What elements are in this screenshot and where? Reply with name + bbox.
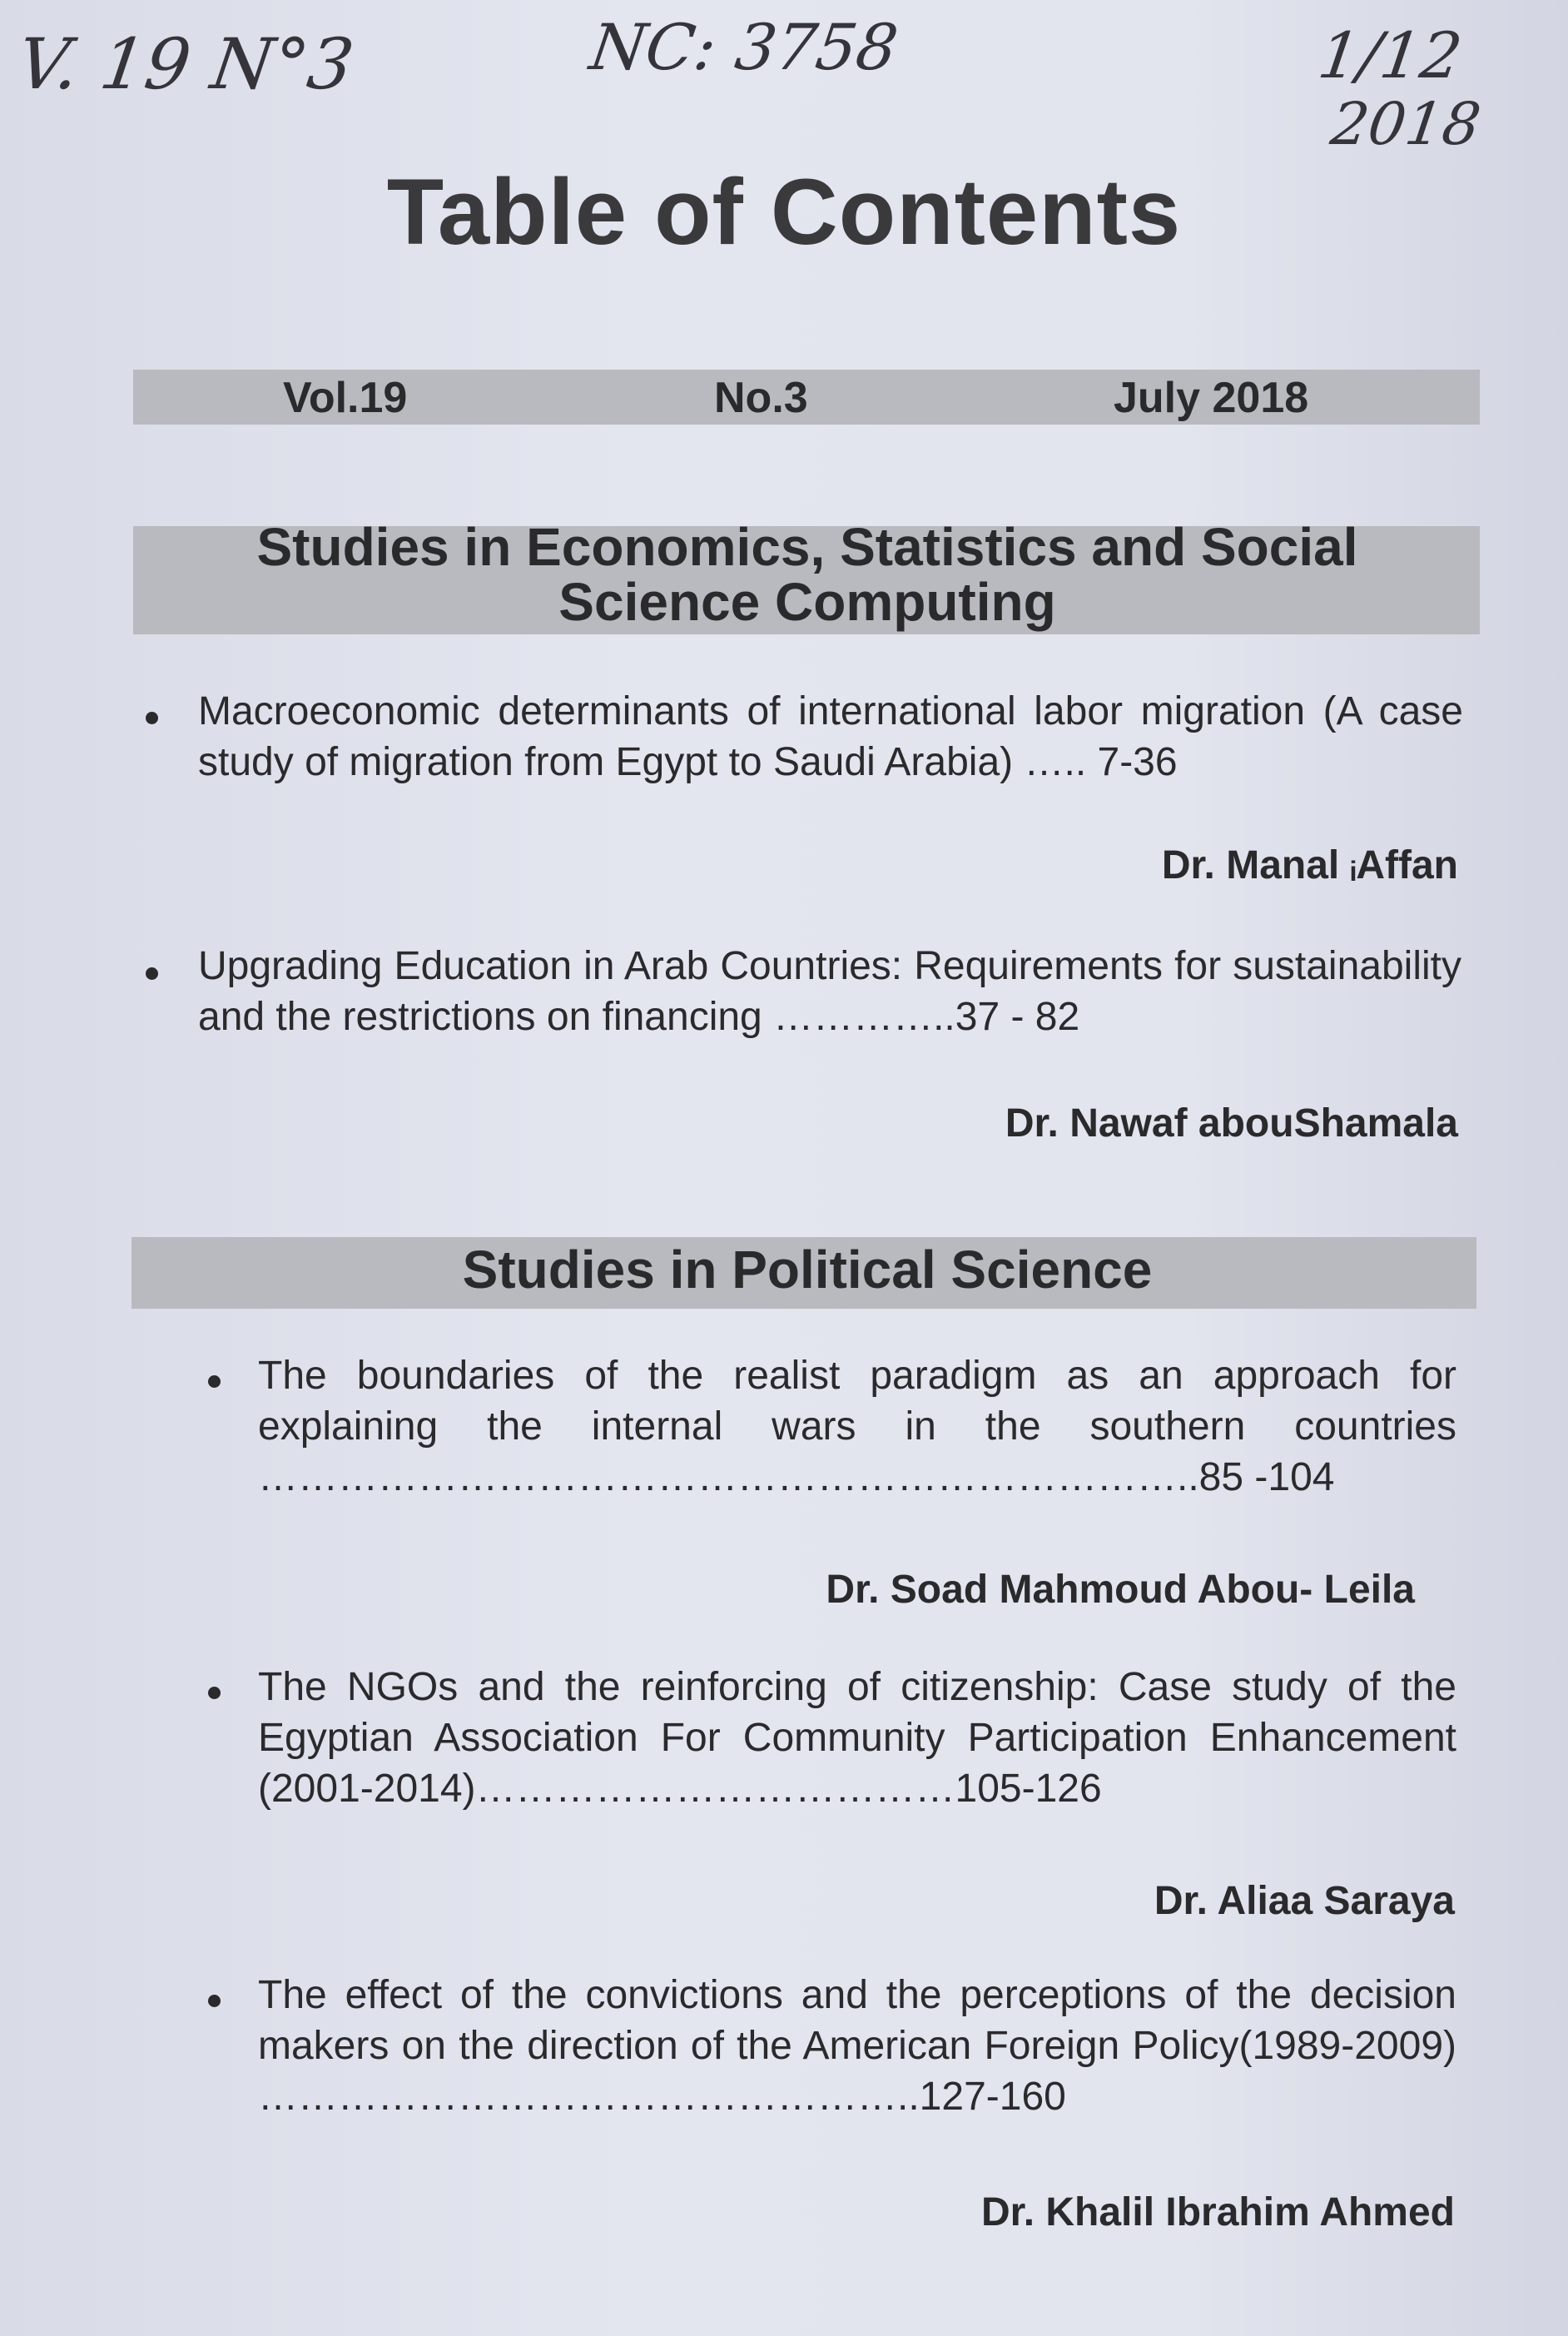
bullet-icon [146, 712, 158, 724]
toc-entry-author: Dr. Khalil Ibrahim Ahmed [981, 2190, 1455, 2234]
toc-entry[interactable] [198, 686, 1463, 788]
toc-entry-text: Upgrading Education in Arab Countries: Requirements for sustainability and the restrictions on financing …………..37 - 82 [198, 944, 1461, 1039]
handwritten-year-note: 2018 [1327, 90, 1485, 158]
toc-entry[interactable] [258, 1970, 1456, 2122]
toc-entry-text: The boundaries of the realist paradigm as an approach for explaining the internal wars in the southern countries ……………………………………………………………..85 -104 [258, 1354, 1456, 1499]
section-title-political-science: Studies in Political Science [462, 1240, 1153, 1300]
page-title: Table of Contents [386, 160, 1182, 264]
bullet-icon [208, 1687, 221, 1699]
toc-entry-text: The effect of the convictions and the perceptions of the decision makers on the direction of the American Foreign Policy(1989-2009) …………………………………………..127-160 [258, 1973, 1456, 2119]
toc-entry-author: Dr. Nawaf abouShamala [1005, 1101, 1458, 1146]
issue-number: No.3 [714, 374, 808, 422]
toc-entry[interactable] [258, 1350, 1456, 1503]
issue-date: July 2018 [1114, 374, 1309, 422]
handwritten-catalog-number: NC: 3758 [585, 10, 903, 84]
toc-entry[interactable] [198, 941, 1461, 1042]
bullet-icon [146, 967, 158, 980]
toc-entry-text: The NGOs and the reinforcing of citizenship: Case study of the Egyptian Association For Community Participation Enhancement (2001-2014)………………………………105-126 [258, 1665, 1456, 1811]
toc-entry-text: Macroeconomic determinants of international labor migration (A case study of migration from Egypt to Saudi Arabia) ….. 7-36 [198, 689, 1463, 784]
toc-entry[interactable] [258, 1662, 1456, 1814]
section-title-economics: Studies in Economics, Statistics and Social Science Computing [256, 517, 1358, 632]
handwritten-date-note: 1/12 [1313, 18, 1466, 92]
bullet-icon [208, 1995, 221, 2007]
toc-entry-author: Dr. Soad Mahmoud Abou- Leila [826, 1568, 1415, 1612]
toc-entry-author: Dr. Aliaa Saraya [1154, 1879, 1455, 1923]
handwritten-volume-note: V. 19 N°3 [12, 23, 359, 105]
toc-entry-author: Dr. Manal ᵢAffan [1161, 843, 1458, 887]
bullet-icon [208, 1375, 221, 1388]
volume-number: Vol.19 [283, 374, 408, 422]
